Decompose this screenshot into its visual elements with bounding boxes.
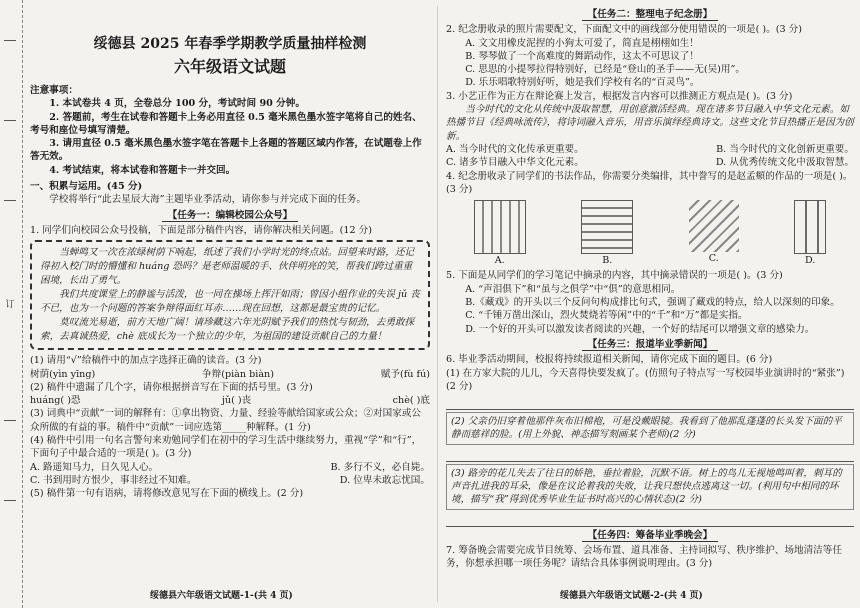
q1-4-options-row [30,461,430,474]
manuscript-para: 我们共度课堂上的静谧与活泼，也一同在操场上挥汗如雨；曾因小组作业的失误 jǔ 丧不已，也为一个问题的答案争辩得面红耳赤……现在回想，这都是最宝贵的记忆。 [40,289,420,315]
calligraphy-sample-d [794,200,826,267]
pinyin-option: 赋予(fù fú) [380,368,430,380]
answer-line [446,447,854,462]
page-divider [437,6,438,602]
option-a: A. 文文用橡皮泥捏的小狗太可爱了，简直是栩栩如生！ [465,37,699,49]
task-heading: 【任务四：筹备毕业季晚会】 [446,529,854,542]
binding-label: 订 [5,300,15,310]
task-heading: 【任务三：报道毕业季新闻】 [446,338,854,351]
pinyin-option: 树荫(yìn yīng) [30,368,96,380]
option-d: D. 一个好的开头可以激发读者阅读的兴趣，一个好的结尾可以增强文章的感染力。 [465,323,815,335]
fill-blank: jǔ( )丧 [221,395,252,407]
option-c: C. 书到用时方恨少，事非经过不知难。 [30,474,197,486]
notice-item: 1. 本试卷共 4 页，全卷总分 100 分，考试时间 90 分钟。 [49,98,305,110]
calligraphy-image [581,200,633,254]
question-3: 3. 小艺正作为正方在辩论赛上发言，根据发言内容可以推测正方观点是( )。(3 分) [446,90,793,102]
option-d: D. 从优秀传统文化中汲取智慧。 [715,157,854,169]
option-label: A. [494,255,505,267]
task-heading: 【任务二：整理电子纪念册】 [446,8,854,21]
question-1-3: (3) 词典中“贡献”一词的解释有：①拿出物资、力量、经验等献给国家或公众；②对国家或公众所做的有益的事。稿件中“贡献”一词应选第_____种解释。(1 分) [30,408,422,433]
question-1-4: (4) 稿件中引用一句名言警句来劝勉同学们在初中的学习生活中继续努力，重视“学”和“行”，下面句子中最合适的一项是( )。(3 分) [30,435,422,460]
option-a: A. 当今时代的文化传承更重要。 [446,143,584,155]
manuscript-para: 莫叹流光易逝，前方天地广阔！请珍藏这六年光阴赋予我们的热忱与韧劲，去勇敢探索，去真诚热爱，chè 底成长为一个独立的少年，为祖国的建设贡献自己的力量！ [40,317,415,343]
option-b: B.《藏戏》的开头以三个反问句构成排比句式，强调了藏戏的特点，给人以深刻的印象。 [465,297,840,309]
question-7: 7. 筹备晚会需要完成节目统筹、会场布置、道具准备、主持词拟写、秩序维护、场地清洁等任务，你想承担哪一项任务呢？请结合具体事例说明理由。(3 分) [446,544,842,570]
notice-heading: 注意事项： [30,85,78,96]
question-2: 2. 纪念册收录的照片需要配文，下面配文中的画线部分使用错误的一项是( )。(3 分) [446,24,802,36]
question-6-2: (2) 父亲仍旧穿着他那件灰布旧棉袍，可是没戴眼镜。我看到了他那乱蓬蓬的长头发下面的平静而慈祥的脸。(用上外貌、神态描写刻画某个老师)(2 分) [446,412,854,445]
option-d: D. 位卑未敢忘忧国。 [339,474,430,486]
answer-line [446,395,854,410]
pinyin-options [30,368,430,381]
notice-item: 4. 考试结束，将本试卷和答题卡一并交回。 [49,164,236,176]
question-1-5: (5) 稿件第一句有语病，请将修改意见写在下面的横线上。(2 分) [30,488,304,500]
question-1-2: (2) 稿件中遗漏了几个字，请你根据拼音写在下面的括号里。(3 分) [30,381,313,393]
option-b: B. 琴琴做了一个高难度的舞蹈动作，这太不可思议了！ [465,50,699,62]
page-footer-right: 绥德县六年级语文试题-2-(共 4 页) [560,591,703,601]
calligraphy-sample-c [689,200,739,267]
option-a: A. 路遥知马力，日久见人心。 [30,461,159,473]
page-footer-left: 绥德县六年级语文试题-1-(共 4 页) [150,591,293,601]
q3-options-row [446,156,854,169]
option-d: D. 乐乐唱歌特别好听，她是我们学校有名的“百灵鸟”。 [465,77,700,89]
calligraphy-image [689,200,739,252]
question-1-1: (1) 请用“√”给稿件中的加点字选择正确的读音。(3 分) [30,355,262,367]
fill-blank: chè( )底 [392,395,430,407]
section-heading: 一、积累与运用。(45 分) [30,181,143,193]
q3-options-row [446,143,854,156]
question-6-1: (1) 在方家大院的儿儿，今天喜得快要发疯了。(仿照句子特点写一写校园毕业演讲时的“紧张”)(2 分) [446,367,845,392]
option-label: D. [805,255,816,267]
notice-item: 3. 请用直径 0.5 毫米黑色墨水签字笔在答题卡上各题的答题区域内作答，在试题卷上作答无效。 [30,138,422,163]
page-right [446,6,854,571]
calligraphy-image [794,200,826,254]
calligraphy-image [474,200,526,254]
pinyin-option: 争辩(piàn biàn) [202,368,274,380]
option-label: B. [602,255,613,267]
binding-margin [0,0,23,608]
option-b: B. 多行不义，必自毙。 [330,461,430,473]
task-heading: 【任务一：编辑校园公众号】 [30,209,430,222]
q1-4-options-row [30,474,430,487]
binding-tick [4,40,16,41]
option-c: C. 思思的小提琴拉得特别好，已经是“登山的圣手——无(吴)用”。 [465,64,746,76]
option-b: B. 当今时代的文化创新更重要。 [716,143,854,155]
exam-title: 绥德县 2025 年春季学期教学质量抽样检测 [93,36,367,52]
debate-quote: 当今时代的文化从传统中汲取智慧，用创意激活经典。现在诸多节目融入中华文化元素。如热播节目《经典咏流传》，将诗词融入音乐，用音乐演绎经典诗文。这些文化节目热播正是因为创新。 [446,104,854,142]
question-1: 1. 同学们向校园公众号投稿，下面是部分稿件内容，请你解决相关问题。(12 分) [30,224,372,236]
calligraphy-sample-a [474,200,526,267]
binding-tick [4,500,16,501]
option-a: A. “声泪俱下”和“虽与之俱学”中“俱”的意思相同。 [465,283,681,295]
option-label: C. [708,253,719,265]
manuscript-box [30,240,430,350]
answer-line [446,512,854,527]
intro-text: 学校将举行“此去星辰大海”主题毕业季活动，请你参与并完成下面的任务。 [49,194,366,206]
fill-blank: huáng( )恐 [30,395,81,407]
question-6-3: (3) 路旁的花儿失去了往日的娇艳，垂拉着脸，沉默不语。树上的鸟儿无视地鸣叫着，刺耳的声音扎进我的耳朵，像是在议论着我的失败，让我只想快点逃离这一切。(利用句中相同的环境，描写“我”得到优秀毕业生证书时高兴的心情状态)(2 分) [446,464,854,510]
binding-tick [4,200,16,201]
option-c: C. 诸多节目融入中华文化元素。 [446,157,584,169]
notice-item: 2. 答题前，考生在试卷和答题卡上务必用直径 0.5 毫米黑色墨水签字笔将自己的姓名、考号和座位号填写清楚。 [30,111,422,136]
question-5: 5. 下面是从同学们的学习笔记中摘录的内容，其中摘录错误的一项是( )。(3 分) [446,270,783,282]
calligraphy-samples [446,200,854,267]
manuscript-para: 当蝉鸣又一次在浓绿树荫下响起，纸述了我们小学时光的终点站。回望来时路，还记得初入校门时的懵懂和 huáng 恐吗？是老师温暖的手、伙伴明亮的笑，帮我们跨过重重困境，长出了勇气。 [40,247,415,287]
question-6: 6. 毕业季活动期间，校报将持续报道相关新闻，请你完成下面的题目。(6 分) [446,354,773,366]
question-4: 4. 纪念册收录了同学们的书法作品，你需要分类编排，其中誊写的是赵孟頫的作品的一项是( )。(3 分) [446,170,853,195]
option-c: C. “千锤万凿出深山，烈火焚烧若等闲”中的“千”和“万”都是实指。 [465,310,748,322]
binding-tick [4,420,16,421]
binding-tick [4,120,16,121]
calligraphy-sample-b [581,200,633,267]
exam-subtitle: 六年级语文试题 [173,57,286,76]
page-left [30,6,430,501]
fill-blanks [30,394,430,407]
